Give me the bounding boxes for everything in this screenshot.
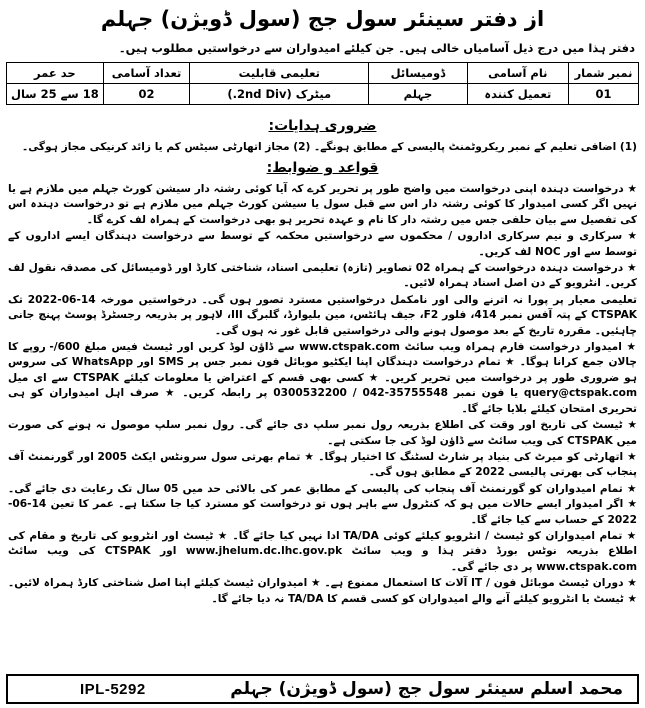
col-vacancies-header: تعداد آسامی [103,63,190,84]
important-instructions-heading: ضروری ہدایات: [268,118,377,134]
cell-vacancies: 02 [103,84,190,105]
rule-item: ★ تمام امیدواران کو گورنمنٹ آف پنجاب کی پالیسی کے مطابق عمر کی بالائی حد میں 05 سال تک رعایت دی جائے گی۔ ★ اگر امیدوار ایسے حالات میں ہو کہ کنٹرول سے باہر ہوں تو درخواست کو مسترد کیا جا سکتا ہے۔ عمر کا تعین 14-06-2022 کے حساب سے کیا جائے گا۔ [8,482,637,526]
cell-serial: 01 [568,84,638,105]
rules-heading: قواعد و ضوابط: [266,160,379,176]
cell-post: تعمیل کنندہ [467,84,568,105]
important-instructions-text [8,140,637,158]
table-row [7,84,639,105]
rules-body [8,182,637,670]
rule-item: تعلیمی معیار پر پورا نہ اترنے والی اور نامکمل درخواستیں مسترد تصور ہوں گی۔ درخواستیں مورخہ 14-06-2022 تک CTSPAK کے پتہ آفس نمبر 414، فلور F2، جیف ہائٹس، مین بلیوارڈ، گلبرگ III، لاہور پر بذریعہ رجسٹرڈ پوسٹ پہنچ جانی چاہئیں۔ مقررہ تاریخ کے بعد موصول ہونے والی درخواستیں قابل غور نہ ہوں گی۔ [8,293,637,337]
col-serial-header: نمبر شمار [568,63,638,84]
ipl-code: IPL-5292 [80,681,146,698]
rule-item: ★ امیدوار درخواست فارم ہمراہ ویب سائٹ www.ctspak.com سے ڈاؤن لوڈ کریں اور ٹیسٹ فیس مبلغ 600/- روپے کا چالان جمع کرانا ہوگا۔ ★ تمام درخواست دہندگان اپنا ایکٹیو موبائل فون نمبر جس پر SMS اور WhatsApp کی سروس ہو ضروری طور پر درخواست میں تحریر کریں۔ ★ کسی بھی قسم کے اعتراض یا معلومات کیلئے CTSPAK سے ای میل query@ctspak.com یا فون نمبر 35755548-042 / 0300532200 پر رابطہ کریں۔ ★ صرف اہل امیدواران کو ہی تحریری امتحان کیلئے بلایا جائے گا۔ [8,341,637,415]
col-qualification-header: تعلیمی قابلیت [190,63,369,84]
rule-item: ★ دوران ٹیسٹ موبائل فون / IT آلات کا استعمال ممنوع ہے۔ ★ امیدواران ٹیسٹ کیلئے اپنا اصل شناختی کارڈ ہمراہ لائیں۔ ★ ٹیسٹ یا انٹرویو کیلئے آنے والے امیدواران کو کسی قسم کا TA/DA نہ دیا جائے گا۔ [8,577,637,605]
rule-item: ★ اتھارٹی کو میرٹ کی بنیاد پر شارٹ لسٹنگ کا اختیار ہوگا۔ ★ تمام بھرتی سول سرونٹس ایکٹ 2005 اور گورنمنٹ آف پنجاب کی بھرتی پالیسی 2022 کے مطابق ہوں گی۔ [8,450,637,479]
col-post-header: نام آسامی [467,63,568,84]
intro-text: دفتر ہذا میں درج ذیل آسامیاں خالی ہیں۔ جن کیلئے امیدواران سے درخواستیں مطلوب ہیں۔ [118,41,635,55]
footer-box [6,674,639,704]
col-age-header: حد عمر [7,63,104,84]
cell-domicile: جہلم [369,84,467,105]
important-instructions-line: (1) اضافی تعلیم کے نمبر ریکروٹمنٹ پالیسی کے مطابق ہونگے۔ (2) مجاز اتھارٹی سیٹس کم یا زائد کرنیکی مجاز ہوگی۔ [21,141,637,153]
posts-table [6,62,639,105]
rule-item: ★ سرکاری و نیم سرکاری اداروں / محکموں سے درخواستیں محکمہ کے توسط سے درخواست دہندگان ایسے اداروں کے توسط سے اور NOC لف کریں۔ [8,230,637,258]
col-domicile-header: ڈومیسائل [369,63,467,84]
rule-item: ★ تمام امیدواران کو ٹیسٹ / انٹرویو کیلئے کوئی TA/DA ادا نہیں کیا جائے گا۔ ★ ٹیسٹ اور انٹرویو کی تاریخ و مقام کی اطلاع بذریعہ نوٹس بورڈ دفتر ہذا و ویب سائٹ www.jhelum.dc.lhc.gov.pk اور CTSPAK کی ویب سائٹ www.ctspak.com پر دی جائے گی۔ [8,529,637,573]
rule-item: ★ درخواست دہندہ اپنی درخواست میں واضح طور پر تحریر کرے کہ آیا کوئی رشتہ دار سیشن کورٹ جہلم میں ملازم ہے یا نہیں اگر کسی امیدوار کا کوئی رشتہ دار اس سے قبل سول یا سیشن کورٹ جہلم میں ملازم ہے تو درخواست دہندہ اس کی تفصیل سے بیان حلفی جس میں رشتہ دار کا نام و عہدہ تحریر ہو بھی درخواست کے ہمراہ لف کرے گا۔ [8,183,637,226]
cell-age: 18 سے 25 سال [7,84,104,105]
rule-item: ★ ٹیسٹ کی تاریخ اور وقت کی اطلاع بذریعہ رول نمبر سلپ دی جائے گی۔ رول نمبر سلپ موصول نہ ہونے کی صورت میں CTSPAK کی ویب سائٹ سے ڈاؤن لوڈ کی جا سکتی ہے۔ [8,419,637,447]
rule-item: ★ درخواست دہندہ درخواست کے ہمراہ 02 تصاویر (تازہ) تعلیمی اسناد، شناختی کارڈ اور ڈومیسائل کی مصدقہ نقول لف کریں۔ انٹرویو کے دن اصل اسناد ہمراہ لائیں۔ [8,262,637,290]
table-header-row [7,63,639,84]
page-title: از دفتر سینئر سول جج (سول ڈویژن) جہلم [100,7,545,31]
signature: محمد اسلم سینئر سول جج (سول ڈویژن) جہلم [230,679,623,699]
cell-qualification: میٹرک (2nd Div.) [190,84,369,105]
